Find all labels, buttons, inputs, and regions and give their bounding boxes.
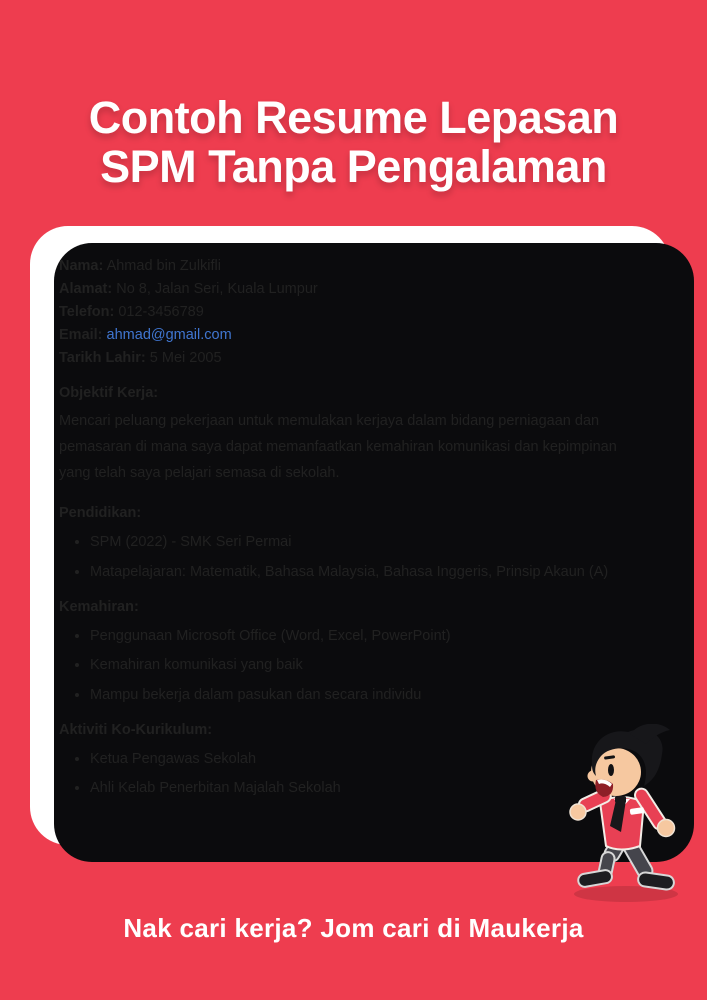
page-title-line1: Contoh Resume Lepasan — [88, 92, 619, 143]
resume-section — [59, 505, 643, 580]
contact-value: No 8, Jalan Seri, Kuala Lumpur — [116, 281, 318, 297]
contact-label: Alamat: — [59, 281, 113, 297]
contact-line — [59, 259, 643, 274]
footer-tagline: Nak cari kerja? Jom cari di Maukerja — [123, 913, 584, 943]
section-bullets — [59, 628, 643, 703]
bullet-item: • Ahli Kelab Penerbitan Majalah Sekolah — [90, 780, 643, 796]
contact-line — [59, 351, 643, 366]
section-heading: Kemahiran: — [59, 598, 139, 615]
resume-section — [59, 385, 643, 486]
contact-label: Nama: — [59, 258, 104, 274]
contact-value: Ahmad bin Zulkifli — [106, 258, 221, 274]
bullet-item: • Penggunaan Microsoft Office (Word, Excel, PowerPoint) — [90, 628, 643, 644]
bullet-item: • Matapelajaran: Matematik, Bahasa Malaysia, Bahasa Inggeris, Prinsip Akaun (A) — [90, 564, 643, 580]
bullet-item: • SPM (2022) - SMK Seri Permai — [90, 534, 643, 550]
contact-block — [59, 259, 643, 366]
section-heading: Objektif Kerja: — [59, 385, 159, 401]
page-title-line2: SPM Tanpa Pengalaman — [100, 141, 607, 192]
section-heading: Pendidikan: — [59, 505, 142, 521]
bullet-item: • Kemahiran komunikasi yang baik — [90, 657, 643, 673]
contact-value: 012-3456789 — [118, 304, 204, 320]
walking-man-mascot-icon — [556, 724, 706, 904]
bullet-item: • Mampu bekerja dalam pasukan dan secara individu — [90, 687, 643, 703]
contact-label: Telefon: — [59, 304, 115, 320]
section-paragraph: Mencari peluang pekerjaan untuk memulakan kerjaya dalam bidang perniagaan dan pemasaran di mana saya dapat memanfaatkan kemahiran komunikasi dan kepimpinan yang telah saya pelajari semasa di sekolah. — [59, 413, 617, 481]
section-bullets — [59, 534, 643, 580]
contact-line — [59, 282, 643, 297]
page-title — [0, 93, 707, 191]
section-heading: Aktiviti Ko-Kurikulum: — [59, 721, 213, 738]
bullet-item: • Ketua Pengawas Sekolah — [90, 751, 643, 767]
resume-section — [59, 599, 643, 703]
contact-line — [59, 305, 643, 320]
email-link[interactable]: ahmad@gmail.com — [106, 327, 232, 343]
contact-value: 5 Mei 2005 — [149, 350, 222, 366]
contact-line — [59, 328, 643, 343]
contact-label: Email: — [59, 327, 103, 343]
contact-label: Tarikh Lahir: — [59, 350, 146, 366]
